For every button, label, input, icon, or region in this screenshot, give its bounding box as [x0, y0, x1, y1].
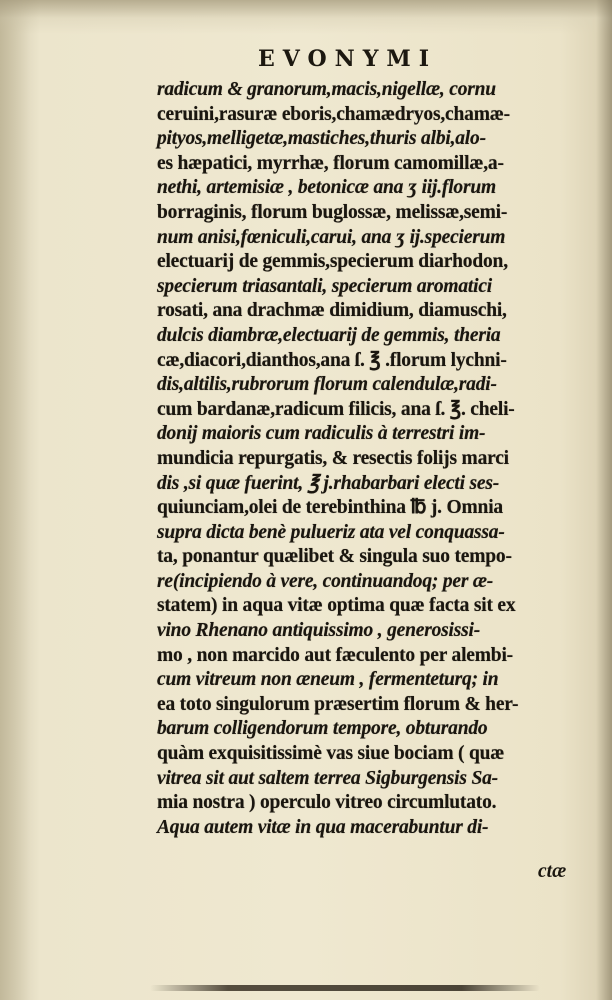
text-line: re(incipiendo à vere, continuandoq; per æ-	[157, 570, 494, 592]
text-line: statem) in aqua vitæ optima quæ facta sit ex	[157, 595, 516, 617]
text-line: num anisi,fœniculi,carui, ana ʒ ij.specierum	[157, 226, 506, 248]
text-line: dulcis diambræ,electuarij de gemmis, theria	[157, 324, 501, 346]
page-bottom-edge	[150, 985, 540, 991]
text-line: Aqua autem vitæ in qua macerabuntur di-	[157, 816, 489, 838]
text-line: pityos,melligetæ,mastiches,thuris albi,alo-	[157, 128, 486, 150]
page-top-shadow	[0, 0, 612, 34]
text-line: nethi, artemisiæ , betonicæ ana ʒ iij.florum	[157, 177, 496, 199]
page-edge-shadow	[596, 0, 612, 1000]
text-line: rosati, ana drachmæ dimidium, diamuschi,	[157, 300, 507, 322]
text-line: supra dicta benè pulueriz ata vel conquassa-	[157, 521, 505, 543]
text-line: mia nostra ) operculo vitreo circumlutato.	[157, 792, 497, 814]
text-line: vino Rhenano antiquissimo , generosissi-	[157, 620, 481, 642]
running-header: EVONYMI	[258, 46, 438, 72]
page-gutter-shadow	[0, 0, 40, 1000]
text-line: ceruini,rasuræ eboris,chamædryos,chamæ-	[157, 103, 510, 125]
text-line: cæ,diacori,dianthos,ana ſ. ℥ .florum lychni-	[157, 349, 507, 371]
text-line: barum colligendorum tempore, obturando	[157, 718, 488, 740]
text-line: radicum & granorum,macis,nigellæ, cornu	[157, 79, 496, 100]
text-line: ta, ponantur quælibet & singula suo tempo-	[157, 546, 512, 568]
body-text	[157, 78, 587, 840]
text-line: mo , non marcido aut fæculento per alembi-	[157, 644, 513, 666]
text-line: borraginis, florum buglossæ, melissæ,semi-	[157, 201, 508, 223]
text-line: cum bardanæ,radicum filicis, ana ſ. ℥. cheli-	[157, 398, 515, 420]
text-line: donij maioris cum radiculis à terrestri im-	[157, 423, 486, 445]
catchword: ctæ	[538, 861, 567, 882]
text-line: quàm exquisitissimè vas siue bociam ( quæ	[157, 743, 505, 765]
text-line: mundicia repurgatis, & resectis folijs marci	[157, 447, 509, 469]
text-line: cum vitreum non æneum , fermenteturq; in	[157, 669, 499, 691]
text-line: es hæpatici, myrrhæ, florum camomillæ,a-	[157, 152, 504, 174]
text-line: quiunciam,olei de terebinthina ℔ j. Omnia	[157, 497, 503, 519]
text-line: ea toto singulorum præsertim florum & her-	[157, 693, 519, 715]
text-line: dis ,si quæ fuerint, ℥ j.rhabarbari electi ses-	[157, 472, 500, 494]
text-line: specierum triasantali, specierum aromatici	[157, 275, 493, 297]
text-line: vitrea sit aut saltem terrea Sigburgensis Sa-	[157, 767, 498, 789]
text-line: electuarij de gemmis,specierum diarhodon,	[157, 251, 508, 273]
text-line: dis,altilis,rubrorum florum calendulæ,radi-	[157, 374, 497, 396]
